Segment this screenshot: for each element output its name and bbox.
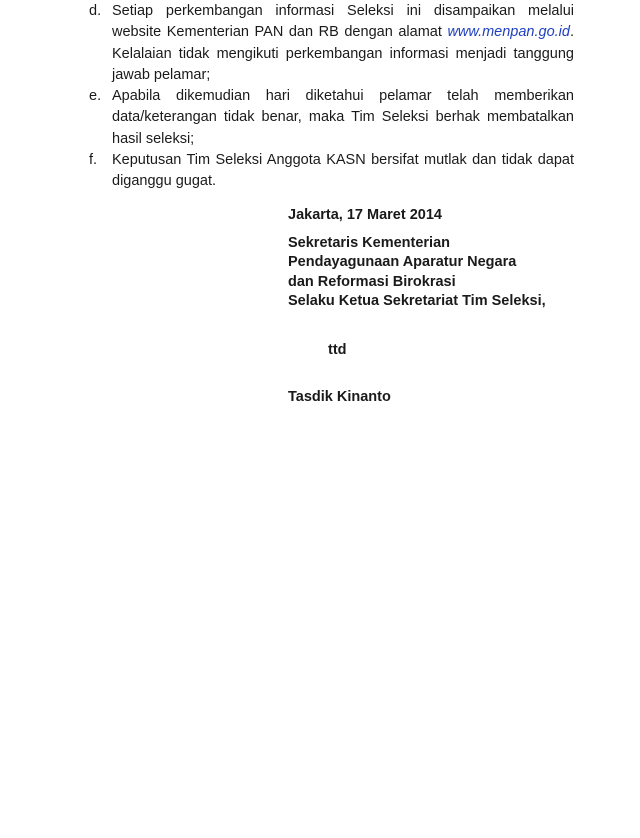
signature-place-date: Jakarta, 17 Maret 2014 — [288, 207, 442, 223]
signature-title-block — [288, 234, 608, 312]
list-item-f — [84, 150, 574, 193]
list-marker: e. — [89, 88, 102, 105]
signature-title-line: Sekretaris Kementerian — [288, 235, 450, 251]
signature-ttd: ttd — [328, 342, 347, 358]
list-item-text: Apabila dikemudian hari diketahui pelamar telah memberikan data/keterangan tidak benar, maka Tim Seleksi berhak membatalkan hasil seleksi; — [112, 88, 574, 147]
website-link[interactable]: www.menpan.go.id — [447, 24, 570, 41]
signature-title-line: Selaku Ketua Sekretariat Tim Seleksi, — [288, 293, 546, 310]
list-item-text: Setiap perkembangan informasi Seleksi ini disampaikan melalui website Kementerian PAN dan RB dengan alamat — [112, 3, 574, 41]
signature-title-line: Pendayagunaan Aparatur Negara — [288, 254, 517, 271]
list-item-text: Keputusan Tim Seleksi Anggota KASN bersifat mutlak dan tidak dapat diganggu gugat. — [112, 152, 574, 190]
signature-title-line: dan Reformasi Birokrasi — [288, 273, 456, 290]
terms-list — [84, 0, 574, 193]
list-marker: f. — [89, 152, 98, 169]
list-marker: d. — [89, 3, 102, 19]
list-item-text: . Kelalaian tidak mengikuti perkembangan informasi menjadi tanggung jawab pelamar; — [112, 24, 574, 83]
list-item-d — [84, 1, 574, 86]
signatory-name: Tasdik Kinanto — [288, 389, 391, 405]
list-item-e — [84, 86, 574, 150]
